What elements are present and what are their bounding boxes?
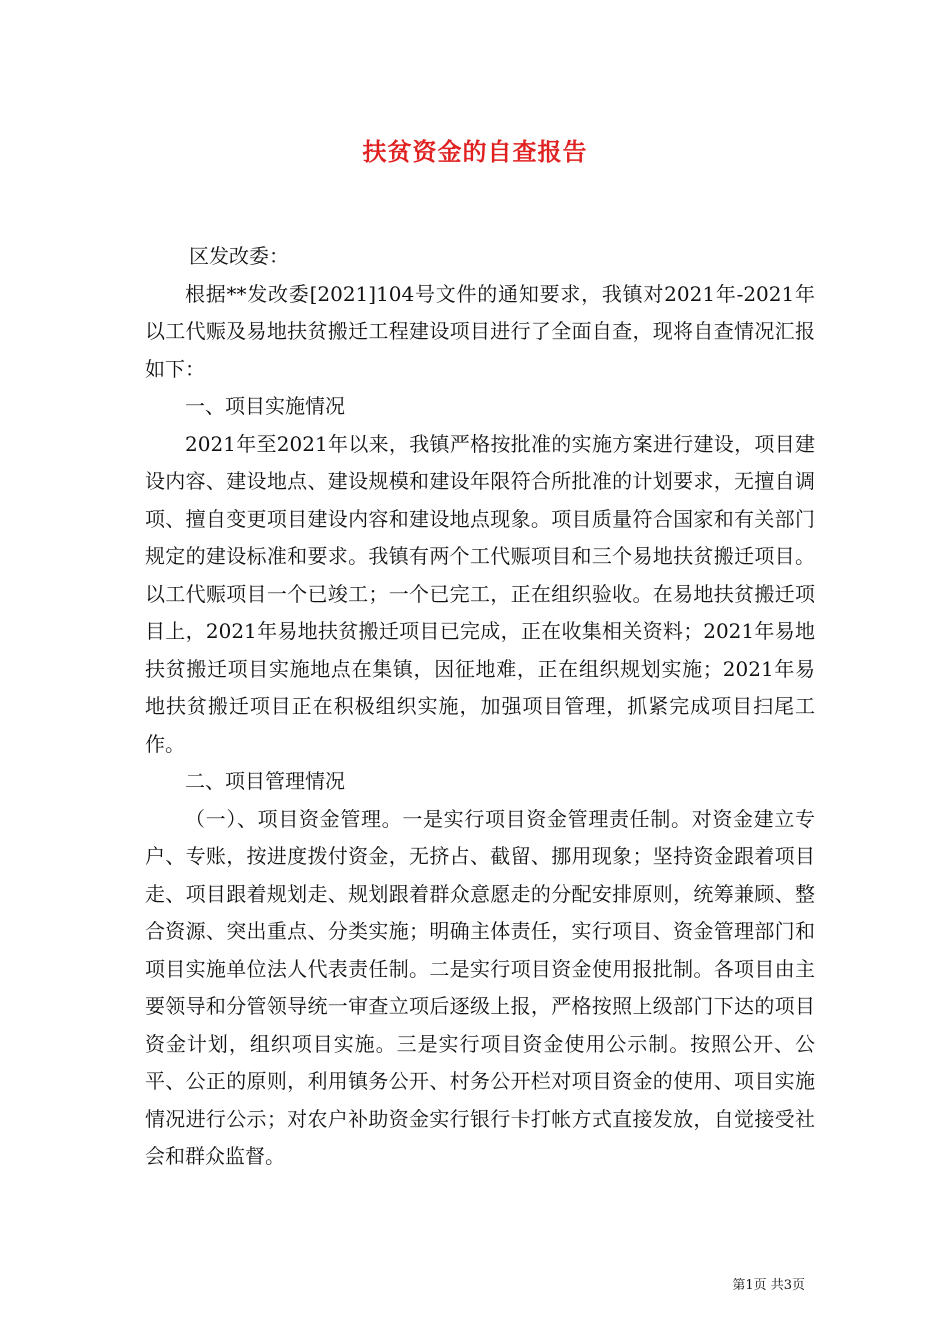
section-heading-1: 一、项目实施情况 [185,394,345,418]
page-indicator: 第1页 共3页 [732,1278,805,1293]
salutation: 区发改委： [189,244,289,268]
paragraph-section-1: 2021年至2021年以来，我镇严格按批准的实施方案进行建设，项目建设内容、建设地点、建设规模和建设年限符合所批准的计划要求，无擅自调项、擅自变更项目建设内容和建设地点现象。项目质量符合国家和有关部门规定的建设标准和要求。我镇有两个工代赈项目和三个易地扶贫搬迁项目。以工代赈项目一个已竣工；一个已完工，正在组织验收。在易地扶贫搬迁项目上，2021年易地扶贫搬迁项目已完成，正在收集相关资料；2021年易地扶贫搬迁项目实施地点在集镇，因征地难，正在组织规划实施；2021年易地扶贫搬迁项目正在积极组织实施，加强项目管理，抓紧完成项目扫尾工作。 [145,431,815,756]
section-heading-2: 二、项目管理情况 [185,769,345,793]
document-title: 扶贫资金的自查报告 [362,137,588,166]
paragraph-intro: 根据**发改委[2021]104号文件的通知要求，我镇对2021年-2021年以工代赈及易地扶贫搬迁工程建设项目进行了全面自查，现将自查情况汇报如下： [145,281,815,381]
document-body [145,238,815,1176]
paragraph-section-2: （一）、项目资金管理。一是实行项目资金管理责任制。对资金建立专户、专账，按进度拨付资金，无挤占、截留、挪用现象；坚持资金跟着项目走、项目跟着规划走、规划跟着群众意愿走的分配安排原则，统筹兼顾、整合资源、突出重点、分类实施；明确主体责任，实行项目、资金管理部门和项目实施单位法人代表责任制。二是实行项目资金使用报批制。各项目由主要领导和分管领导统一审查立项后逐级上报，严格按照上级部门下达的项目资金计划，组织项目实施。三是实行项目资金使用公示制。按照公开、公平、公正的原则，利用镇务公开、村务公开栏对项目资金的使用、项目实施情况进行公示；对农户补助资金实行银行卡打帐方式直接发放，自觉接受社会和群众监督。 [145,806,815,1168]
